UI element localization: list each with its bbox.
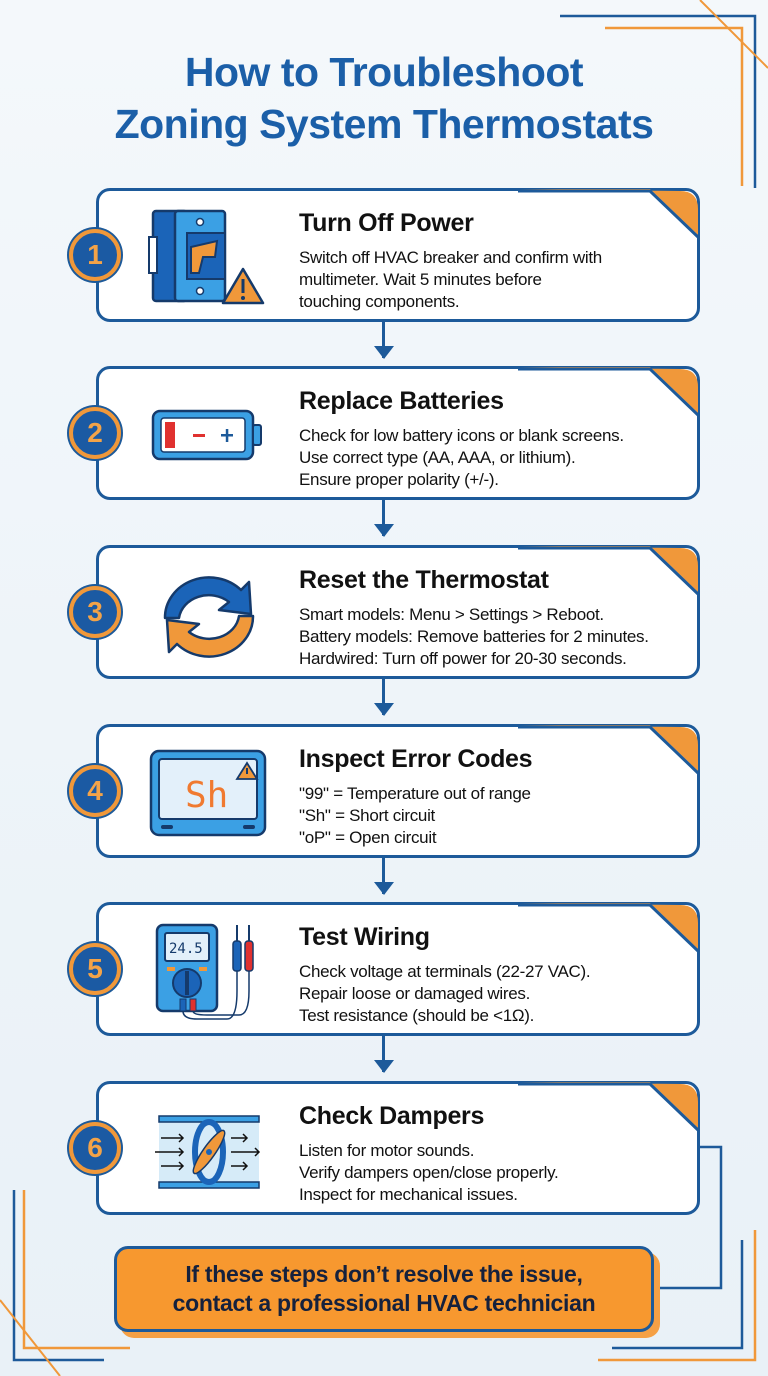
thermostat-display-icon: [147, 743, 273, 843]
step-number-badge: 1: [69, 229, 121, 281]
contact-technician-callout: [114, 1246, 654, 1332]
damper-icon: [147, 1100, 273, 1200]
step-number-badge: 6: [69, 1122, 121, 1174]
step-card-5: [87, 902, 700, 1036]
description-line: Battery models: Remove batteries for 2 minutes.: [299, 627, 649, 646]
description-line: Check for low battery icons or blank screens.: [299, 426, 624, 445]
reset-arrows-icon: [147, 564, 273, 664]
card-corner-tab: [510, 893, 700, 953]
description-line: Repair loose or damaged wires.: [299, 984, 531, 1003]
card-corner-tab: [510, 715, 700, 775]
down-arrow-icon: [374, 524, 394, 537]
callout-line-2: contact a professional HVAC technician: [172, 1290, 596, 1316]
step-description: [299, 247, 602, 313]
down-arrow-icon: [374, 346, 394, 359]
description-line: Verify dampers open/close properly.: [299, 1163, 559, 1182]
description-line: Listen for motor sounds.: [299, 1141, 475, 1160]
description-line: Ensure proper polarity (+/-).: [299, 470, 499, 489]
callout-line-1: If these steps don’t resolve the issue,: [185, 1261, 583, 1287]
step-card-3: [87, 545, 700, 679]
step-card-1: [87, 188, 700, 322]
step-title: Replace Batteries: [299, 387, 504, 415]
description-line: multimeter. Wait 5 minutes before: [299, 270, 542, 289]
circuit-breaker-icon: [147, 207, 273, 307]
description-line: Smart models: Menu > Settings > Reboot.: [299, 605, 604, 624]
multimeter-icon: [147, 921, 273, 1021]
step-number-badge: 4: [69, 765, 121, 817]
step-number-badge: 5: [69, 943, 121, 995]
step-card-2: [87, 366, 700, 500]
step-description: [299, 1140, 558, 1206]
description-line: Check voltage at terminals (22-27 VAC).: [299, 962, 591, 981]
step-description: [299, 961, 590, 1027]
description-line: Inspect for mechanical issues.: [299, 1185, 518, 1204]
step-description: [299, 783, 531, 849]
description-line: "99" = Temperature out of range: [299, 784, 531, 803]
step-title: Check Dampers: [299, 1102, 485, 1130]
card-corner-tab: [510, 357, 700, 417]
down-arrow-icon: [374, 703, 394, 716]
description-line: Use correct type (AA, AAA, or lithium).: [299, 448, 576, 467]
step-title: Test Wiring: [299, 923, 430, 951]
description-line: touching components.: [299, 292, 460, 311]
description-line: "oP" = Open circuit: [299, 828, 437, 847]
step-title: Reset the Thermostat: [299, 566, 549, 594]
page-title: [0, 46, 768, 150]
svg-text:24.5: 24.5: [169, 941, 203, 957]
title-line-2: Zoning System Thermostats: [114, 101, 654, 147]
description-line: Hardwired: Turn off power for 20-30 seconds.: [299, 649, 627, 668]
step-number-badge: 2: [69, 407, 121, 459]
step-title: Inspect Error Codes: [299, 745, 533, 773]
battery-icon: [147, 385, 273, 485]
down-arrow-icon: [374, 1060, 394, 1073]
description-line: Switch off HVAC breaker and confirm with: [299, 248, 602, 267]
card-corner-tab: [510, 1072, 700, 1132]
description-line: Test resistance (should be <1Ω).: [299, 1006, 535, 1025]
step-card-4: [87, 724, 700, 858]
step-description: [299, 604, 649, 670]
step-card-6: [87, 1081, 700, 1215]
card-corner-tab: [510, 179, 700, 239]
title-line-1: How to Troubleshoot: [184, 49, 584, 95]
description-line: "Sh" = Short circuit: [299, 806, 435, 825]
svg-text:Sh: Sh: [185, 775, 229, 816]
step-description: [299, 425, 624, 491]
step-number-badge: 3: [69, 586, 121, 638]
step-title: Turn Off Power: [299, 209, 474, 237]
down-arrow-icon: [374, 882, 394, 895]
